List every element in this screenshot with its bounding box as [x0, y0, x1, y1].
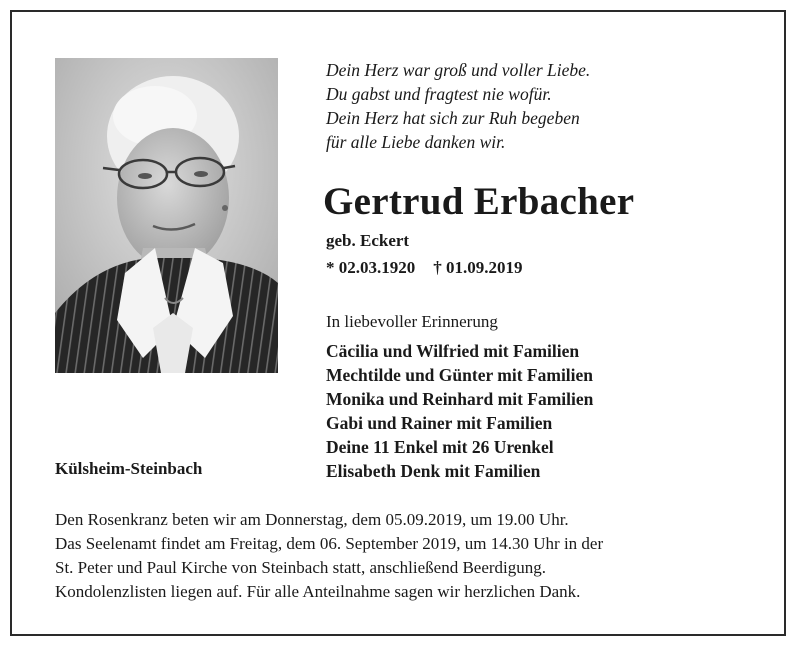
- poem-line: Dein Herz hat sich zur Ruh begeben: [326, 108, 580, 128]
- notice-line: Das Seelenamt findet am Freitag, dem 06. September 2019, um 14.30 Uhr in der: [55, 534, 604, 553]
- family-member: Gabi und Rainer mit Familien: [326, 413, 553, 433]
- deceased-name: Gertrud Erbacher: [323, 180, 635, 223]
- notice-line: Kondolenzlisten liegen auf. Für alle Anteilnahme sagen wir herzlichen Dank.: [55, 582, 581, 601]
- family-member: Cäcilia und Wilfried mit Familien: [326, 341, 580, 361]
- family-member: Mechtilde und Günter mit Familien: [326, 365, 594, 385]
- family-member: Elisabeth Denk mit Familien: [326, 461, 541, 481]
- death-date: † 01.09.2019: [433, 258, 523, 277]
- notice-line: Den Rosenkranz beten wir am Donnerstag, dem 05.09.2019, um 19.00 Uhr.: [55, 510, 569, 529]
- portrait-photo: [55, 58, 278, 373]
- poem: [326, 58, 590, 154]
- location: Külsheim-Steinbach: [55, 459, 203, 478]
- poem-line: für alle Liebe danken wir.: [326, 132, 506, 152]
- family-list: [326, 339, 593, 483]
- notice-line: St. Peter und Paul Kirche von Steinbach statt, anschließend Beerdigung.: [55, 558, 547, 577]
- life-dates: [326, 257, 523, 279]
- maiden-name: geb. Eckert: [326, 231, 410, 250]
- poem-line: Dein Herz war groß und voller Liebe.: [326, 60, 591, 80]
- poem-line: Du gabst und fragtest nie wofür.: [326, 84, 552, 104]
- family-member: Monika und Reinhard mit Familien: [326, 389, 594, 409]
- family-member: Deine 11 Enkel mit 26 Urenkel: [326, 437, 554, 457]
- funeral-notice: [55, 508, 603, 604]
- memory-line: In liebevoller Erinnerung: [326, 312, 498, 331]
- birth-date: * 02.03.1920: [326, 258, 416, 277]
